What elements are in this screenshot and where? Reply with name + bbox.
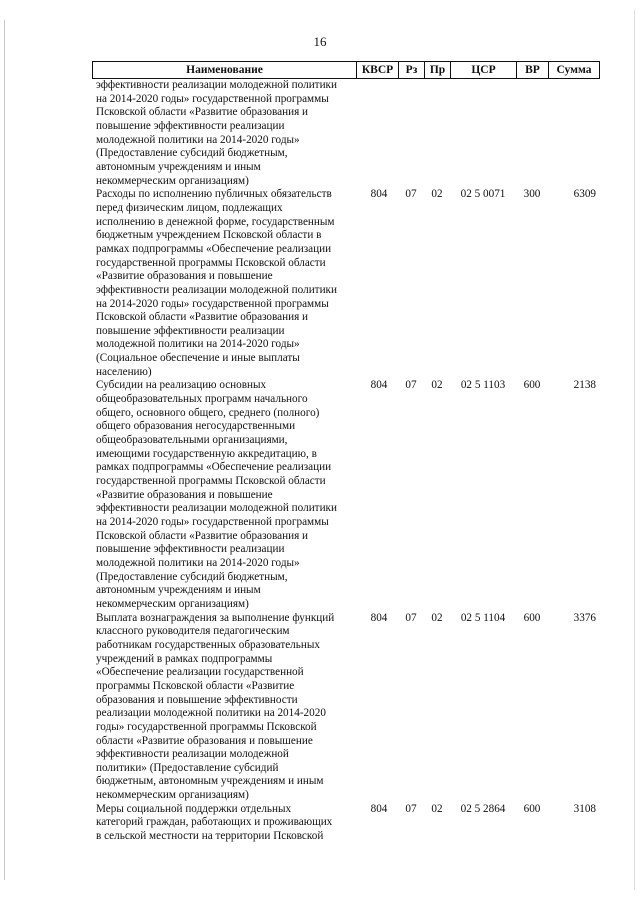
header-kvsr: КВСР [357,62,399,78]
cell-vr [516,79,548,188]
cell-rz [398,79,424,188]
cell-name: Меры социальной поддержки отдельных категорий граждан, работающих и проживающих в сельской местности на территории Псковской [96,802,333,843]
cell-sum: 6309 [573,188,596,201]
cell-csr: 02 5 2864 [460,802,506,815]
scan-edge-left [4,20,5,880]
cell-vr: 600 [523,611,541,624]
cell-csr: 02 5 1103 [460,379,506,392]
cell-name: Субсидии на реализацию основных общеобразовательных программ начального общего, основного общего, среднего (полного) общего образования негосударственными общеобразовательными организациями, имеющими государственную аккредитацию, в рамках подпрограммы «Обеспечение реализации государственной программы Псковской области «Развитие образования и повышение эффективности реализации молодежной политики на 2014-2020 годы» государственной программы Псковской области «Развитие образования и повышение эффективности реализации молодежной политики на 2014-2020 годы» (Предоставление субсидий бюджетным, автономным учреждениям и иным некоммерческим организациям) [96,379,337,610]
header-csr: ЦСР [451,62,517,78]
cell-rz: 07 [405,611,417,624]
cell-pr: 02 [431,379,443,392]
cell-kvsr: 804 [370,379,388,392]
cell-rz: 07 [405,802,417,815]
cell-csr: 02 5 1104 [460,611,506,624]
cell-pr: 02 [431,611,443,624]
header-name: Наименование [93,62,357,78]
scan-edge-right [634,10,635,890]
cell-vr: 600 [523,802,541,815]
cell-kvsr [356,79,398,188]
cell-pr [424,79,450,188]
header-pr: Пр [425,62,451,78]
cell-rz: 07 [405,188,417,201]
table-row [92,188,598,379]
table-row [92,612,598,803]
cell-name: Расходы по исполнению публичных обязательств перед физическим лицом, подлежащих исполнению в денежной форме, государственным бюджетным учреждением Псковской области в рамках подпрограммы «Обеспечение реализации государственной программы Псковской области «Развитие образования и повышение эффективности реализации молодежной политики на 2014-2020 годы» государственной программы Псковской области «Развитие образования и повышение эффективности реализации молодежной политики на 2014-2020 годы» (Социальное обеспечение и иные выплаты населению) [96,188,337,378]
cell-rz: 07 [405,379,417,392]
cell-vr: 600 [523,379,541,392]
cell-pr: 02 [431,188,443,201]
cell-name: Выплата вознаграждения за выполнение функций классного руководителя педагогическим работникам государственных образовательных учреждений в рамках подпрограммы «Обеспечение реализации государственной программы Псковской области «Развитие образования и повышение эффективности реализации молодежной политики на 2014-2020 годы» государственной программы Псковской области «Развитие образования и повышение эффективности реализации молодежной политики» (Предоставление субсидий бюджетным, автономным учреждениям и иным некоммерческим организациям) [96,611,335,802]
cell-name: эффективности реализации молодежной политики на 2014-2020 годы» государственной программы Псковской области «Развитие образования и повышение эффективности реализации молодежной политики на 2014-2020 годы» (Предоставление субсидий бюджетным, автономным учреждениям и иным некоммерческим организациям) [96,79,337,187]
cell-kvsr: 804 [370,188,388,201]
cell-pr: 02 [431,802,443,815]
table-header [92,61,600,79]
cell-sum: 3376 [573,611,596,624]
page-number: 16 [313,34,327,49]
cell-sum: 2138 [573,379,596,392]
table-row [92,379,598,611]
cell-kvsr: 804 [370,802,388,815]
cell-csr: 02 5 0071 [460,188,506,201]
header-vr: ВР [517,62,549,78]
cell-csr [450,79,516,188]
header-sum: Сумма [556,64,592,76]
header-rz: Рз [399,62,425,78]
cell-sum [548,79,598,188]
cell-sum: 3108 [573,802,596,815]
cell-kvsr: 804 [370,611,388,624]
table-body [92,79,598,844]
table-row [92,803,598,844]
cell-vr: 300 [523,188,541,201]
table-row [92,79,598,188]
